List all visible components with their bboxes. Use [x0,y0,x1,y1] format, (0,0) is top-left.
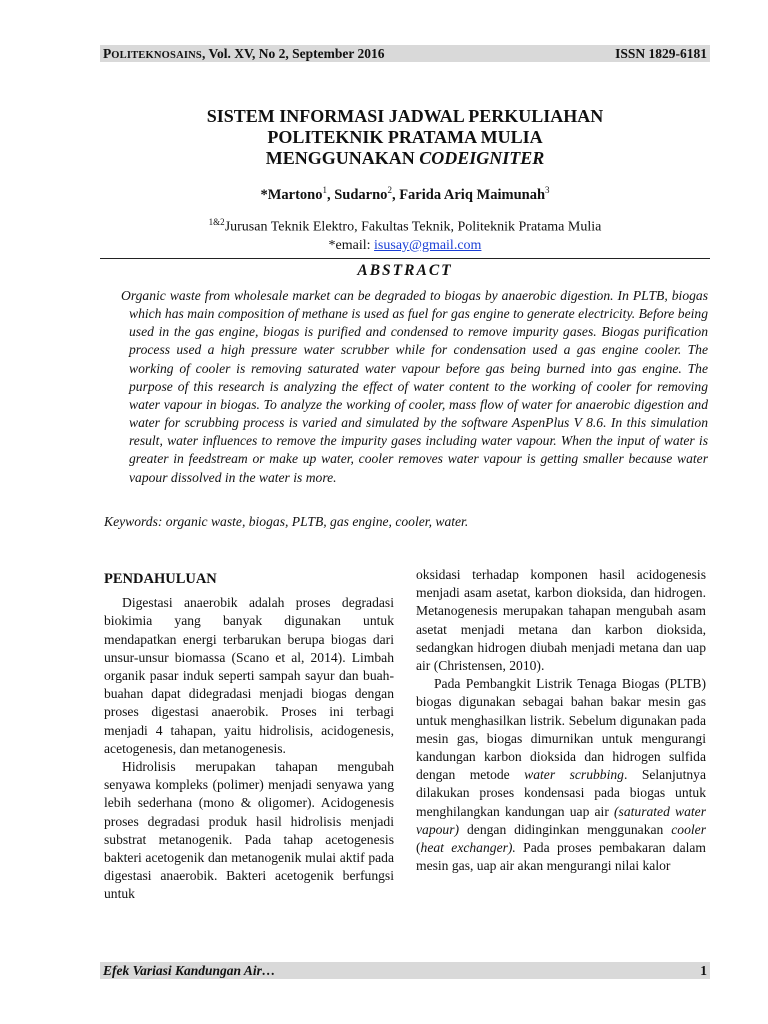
paragraph: Digestasi anaerobik adalah proses degradasi biokimia yang banyak digunakan untuk mendapatkan energi terbarukan berupa biogas dari unsur-unsur biomassa (Scano et al, 2014). Limbah organik pasar induk seperti sampah sayur dan buah-buahan dapat didegradasi menjadi biogas dengan proses digestasi anaerobik. Proses ini terbagi menjadi 4 tahapan, yaitu hidrolisis, acidogenesis, acetogenesis, dan metanogenesis. [104,595,394,756]
email-link[interactable]: isusay@gmail.com [374,237,482,253]
keywords: Keywords: organic waste, biogas, PLTB, gas engine, cooler, water. [104,514,469,529]
paragraph: oksidasi terhadap komponen hasil acidogenesis menjadi asam asetat, karbon dioksida, dan hidrogen. Metanogenesis merupakan tahapan mengubah asam asetat menjadi metana dan karbon dioksida, sedangkan hidrogen diubah menjadi metana dan uap air (Christensen, 2010). [416,567,706,674]
running-title: Efek Variasi Kandungan Air… [103,963,276,978]
affiliation: $^{1\&2}$Jurusan Teknik Elektro, Fakultas Teknik, Politeknik Pratama Mulia *email: isusay@gmail.com [208,217,602,253]
journal-citation: POLITEKNOSAINS, Vol. XV, No 2, September 2016 [103,46,385,61]
right-column [416,566,706,875]
running-footer [100,962,710,979]
left-column [104,566,394,904]
issn: ISSN 1829-6181 [615,46,707,61]
running-header [100,45,710,62]
author-list: *Martono$^1$, Sudarno$^2$, Farida Ariq Maimunah$^3$ [260,185,550,203]
divider [100,258,710,259]
paragraph: Hidrolisis merupakan tahapan mengubah senyawa kompleks (polimer) menjadi senyawa yang lebih sederhana (mono & oligomer). Acidogenesis proses degradasi produk hasil hidrolisis menjadi substrat metanogenik. Pada tahap acetogenesis bakteri acetogenik dan metanogenik mulai aktif pada digestasi anaerobik. Bakteri acetogenik berfungsi untuk [104,759,394,902]
section-heading: PENDAHULUAN [104,571,217,587]
paragraph: Pada Pembangkit Listrik Tenaga Biogas (PLTB) biogas digunakan sebagai bahan bakar mesin gas untuk menghasilkan listrik. Sebelum digunakan pada mesin gas, biogas dimurnikan untuk mengurangi kandungan karbon dioksida dan hidrogen sulfida dengan metode water scrubbing. Selanjutnya dilakukan proses kondensasi pada biogas untuk menghilangkan kandungan uap air (saturated water vapour) dengan didinginkan menggunakan cooler (heat exchanger). Pada proses pembakaran dalam mesin gas, uap air akan mengurangi nilai kalor [416,676,707,874]
abstract-heading: ABSTRACT [357,262,453,279]
paper-title: SISTEM INFORMASI JADWAL PERKULIAHAN POLITEKNIK PRATAMA MULIA MENGGUNAKAN CODEIGNITER [206,106,604,168]
abstract-body: Organic waste from wholesale market can be degraded to biogas by anaerobic digestion. In PLTB, biogas which has main composition of methane is used as fuel for gas engine to generate electricity. Before being used in the gas engine, biogas is purified and condensed to remove impurity gases. Biogas purification process used a high pressure water scrubber while for condensation used a gas engine cooler. The working of cooler is removing saturated water vapour before gas being burned into gas engine. The purpose of this research is analyzing the effect of water content to the working of cooler for removing water vapour in biogas. To analyze the working of cooler, mass flow of water for anaerobic digestion and water for scrubbing process is varied and simulated by the software AspenPlus V 8.6. In this simulation result, water influences to remove the impurity gases including water vapour. When the input of water is greater in feedstream or make up water, cooler removes water vapour is getting smaller because water vapour dissolved in the water is more. [121,288,708,485]
page-number: 1 [700,963,707,978]
